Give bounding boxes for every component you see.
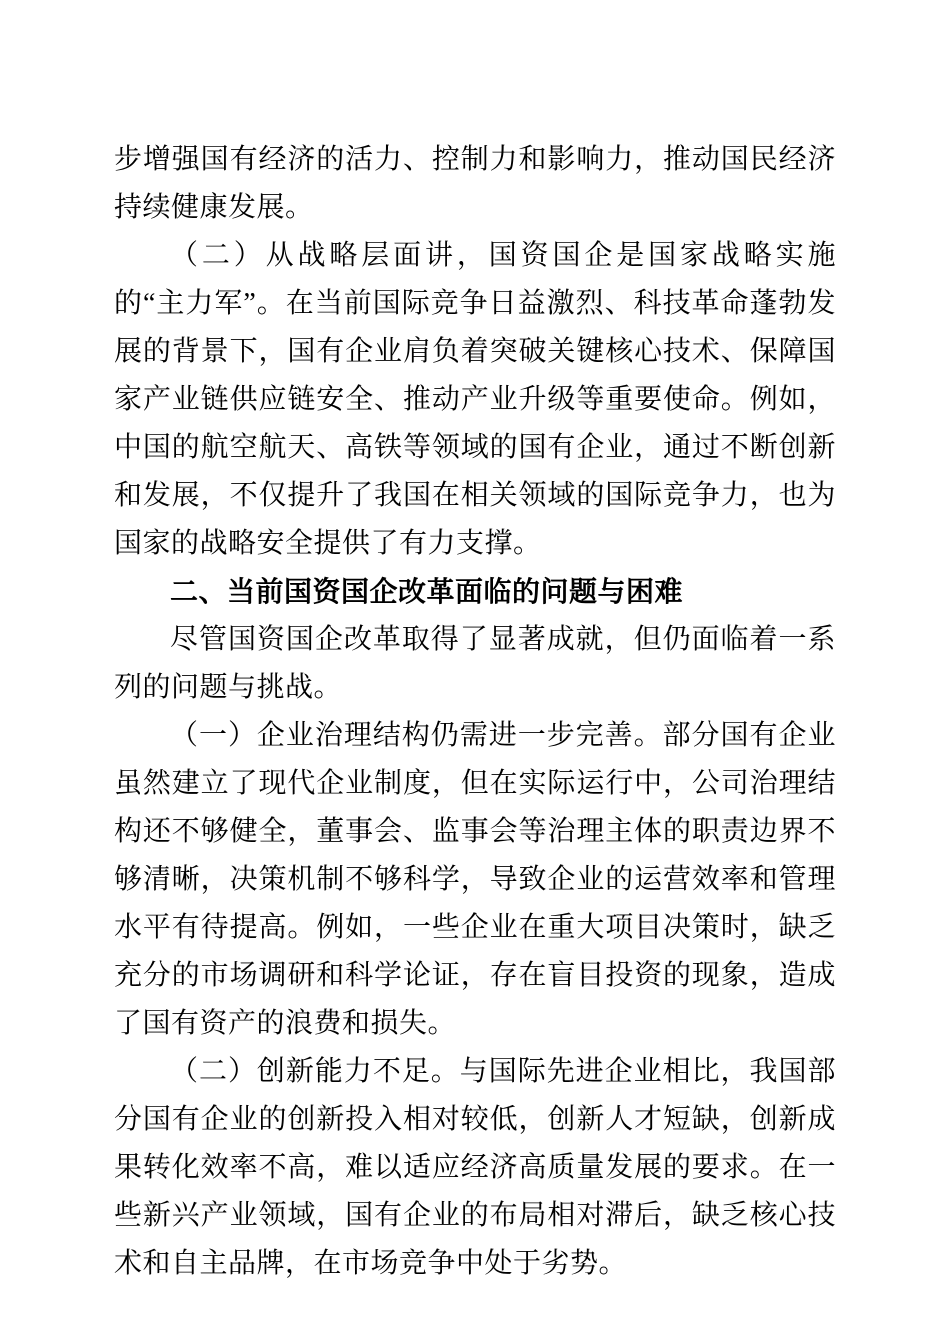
paragraph: （二）从战略层面讲，国资国企是国家战略实施的“主力军”。在当前国际竞争日益激烈、科技革命蓬勃发展的背景下，国有企业肩负着突破关键核心技术、保障国家产业链供应链安全、推动产业升级等重要使命。例如，中国的航空航天、高铁等领域的国有企业，通过不断创新和发展，不仅提升了我国在相关领域的国际竞争力，也为国家的战略安全提供了有力支撑。: [114, 240, 836, 559]
document-body: [114, 136, 836, 1288]
paragraph: （一）企业治理结构仍需进一步完善。部分国有企业虽然建立了现代企业制度，但在实际运行中，公司治理结构还不够健全，董事会、监事会等治理主体的职责边界不够清晰，决策机制不够科学，导致企业的运营效率和管理水平有待提高。例如，一些企业在重大项目决策时，缺乏充分的市场调研和科学论证，存在盲目投资的现象，造成了国有资产的浪费和损失。: [114, 720, 836, 1039]
section-heading: 二、当前国资国企改革面临的问题与困难: [170, 576, 684, 607]
paragraph: （二）创新能力不足。与国际先进企业相比，我国部分国有企业的创新投入相对较低，创新人才短缺，创新成果转化效率不高，难以适应经济高质量发展的要求。在一些新兴产业领域，国有企业的布局相对滞后，缺乏核心技术和自主品牌，在市场竞争中处于劣势。: [114, 1056, 836, 1279]
paragraph: 步增强国有经济的活力、控制力和影响力，推动国民经济持续健康发展。: [114, 144, 836, 223]
paragraph: 尽管国资国企改革取得了显著成就，但仍面临着一系列的问题与挑战。: [114, 624, 836, 703]
